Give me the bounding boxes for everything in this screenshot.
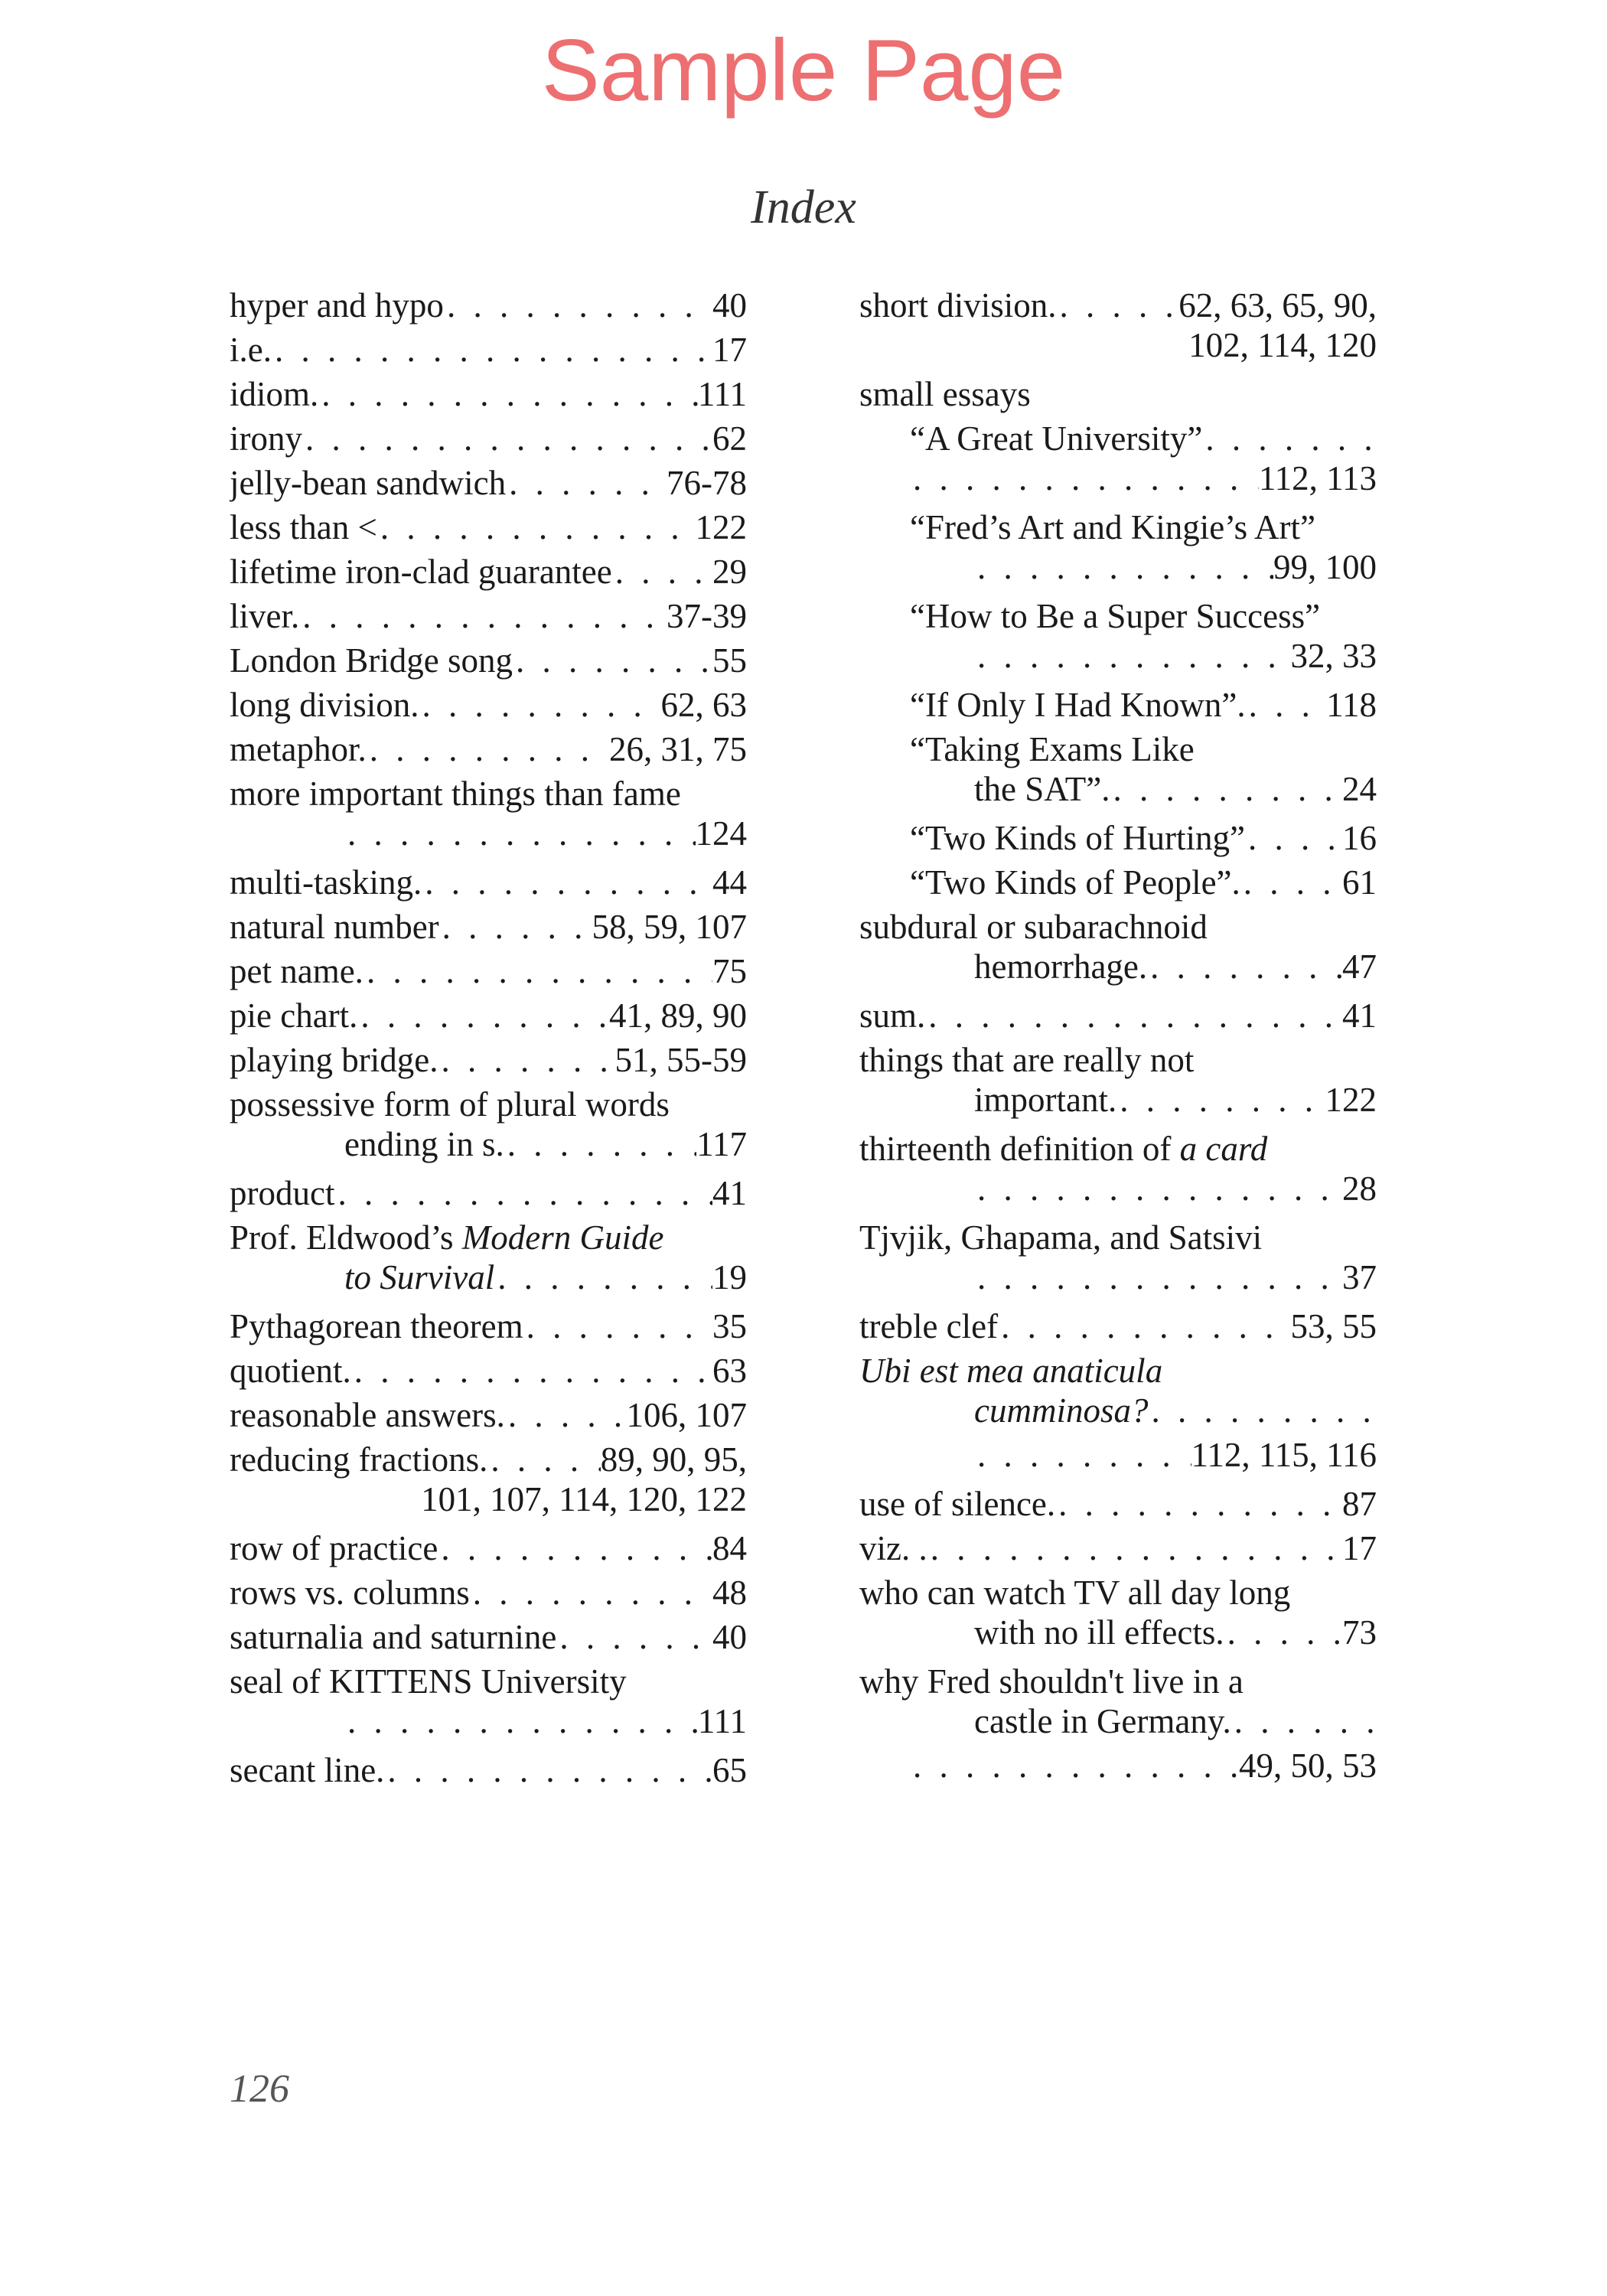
index-entry: sum. . . . 41 (859, 993, 1377, 1038)
index-entry: short division. . . . 62, 63, 65, 90, (859, 283, 1377, 328)
index-subentry: “Two Kinds of People”. . . . 61 (859, 860, 1377, 905)
index-entry: metaphor. . . . 26, 31, 75 (230, 727, 747, 771)
index-subentry-continued: . . . 32, 33 (859, 634, 1377, 678)
index-entry: Ubi est mea anaticula (859, 1352, 1163, 1390)
sample-page-watermark: Sample Page (541, 22, 1066, 119)
index-entry: Tjvjik, Ghapama, and Satsivi (859, 1218, 1263, 1257)
index-entry-continued: 101, 107, 114, 120, 122 (421, 1480, 747, 1518)
index-entry: reasonable answers. . . . 106, 107 (230, 1393, 747, 1437)
index-entry: things that are really not (859, 1041, 1195, 1079)
index-entry: London Bridge song . . . 55 (230, 638, 747, 683)
index-entry: small essays (859, 375, 1031, 413)
index-entry: seal of KITTENS University (230, 1662, 627, 1701)
index-entry: Prof. Eldwood’s Modern Guide (230, 1218, 664, 1257)
index-entry: reducing fractions. . . . 89, 90, 95, (230, 1437, 747, 1482)
index-subentry: “A Great University” . . . (859, 416, 1377, 461)
index-entry-continued: with no ill effects. . . . 73 (859, 1610, 1377, 1655)
index-entry: saturnalia and saturnine . . . 40 (230, 1615, 747, 1659)
index-entry: secant line. . . . 65 (230, 1748, 747, 1792)
index-subentry: “Taking Exams Like (910, 730, 1195, 768)
index-entry-continued: important. . . . 122 (859, 1078, 1377, 1122)
index-entry: use of silence. . . . 87 (859, 1482, 1377, 1526)
index-entry-continued: . . . 49, 50, 53 (859, 1743, 1377, 1788)
index-entry: multi-tasking. . . . 44 (230, 860, 747, 905)
index-entry: thirteenth definition of a card (859, 1130, 1268, 1168)
index-entry-continued: hemorrhage. . . . 47 (859, 944, 1377, 989)
index-entry-continued: ending in s. . . . 117 (230, 1122, 747, 1166)
index-entry: row of practice . . . 84 (230, 1526, 747, 1570)
index-entry: subdural or subarachnoid (859, 908, 1208, 946)
index-entry: jelly-bean sandwich . . . 76-78 (230, 461, 747, 505)
index-entry: long division. . . . 62, 63 (230, 683, 747, 727)
index-subentry: “Two Kinds of Hurting” . . . 16 (859, 816, 1377, 860)
index-entry: possessive form of plural words (230, 1085, 670, 1124)
index-subentry: “Fred’s Art and Kingie’s Art” (910, 508, 1315, 546)
index-column-right (859, 283, 1377, 1792)
index-column-left (230, 283, 747, 1792)
index-entry: pie chart. . . . 41, 89, 90 (230, 993, 747, 1038)
index-entry: who can watch TV all day long (859, 1574, 1291, 1612)
index-entry: liver. . . . 37-39 (230, 594, 747, 638)
index-entry-continued: . . . 112, 115, 116 (859, 1433, 1377, 1477)
index-entry-continued: . . . 124 (230, 811, 747, 856)
index-entry-continued: to Survival . . . 19 (230, 1255, 747, 1300)
index-subentry-continued: the SAT”. . . . 24 (859, 767, 1377, 811)
index-subentry: “How to Be a Super Success” (910, 597, 1321, 635)
index-entry: why Fred shouldn't live in a (859, 1662, 1244, 1701)
index-entry: pet name. . . . 75 (230, 949, 747, 993)
index-entry: product . . . 41 (230, 1171, 747, 1215)
index-entry-continued: 102, 114, 120 (1188, 326, 1377, 364)
index-entry-continued: . . . 111 (230, 1699, 747, 1743)
index-subentry: “If Only I Had Known”. . . . 118 (859, 683, 1377, 727)
index-entry: i.e. . . . 17 (230, 328, 747, 372)
index-entry: quotient. . . . 63 (230, 1349, 747, 1393)
index-entry: more important things than fame (230, 775, 681, 813)
index-entry-continued: . . . 28 (859, 1166, 1377, 1211)
index-entry: lifetime iron-clad guarantee . . . 29 (230, 550, 747, 594)
index-entry: hyper and hypo . . . 40 (230, 283, 747, 328)
index-entry: Pythagorean theorem . . . 35 (230, 1304, 747, 1349)
index-entry: viz. . . . . 17 (859, 1526, 1377, 1570)
page-title: Index (751, 181, 856, 233)
index-entry: playing bridge. . . . 51, 55-59 (230, 1038, 747, 1082)
index-entry-continued: . . . 37 (859, 1255, 1377, 1300)
index-entry: irony . . . 62 (230, 416, 747, 461)
page-number: 126 (230, 2067, 289, 2111)
index-entry-continued: castle in Germany. . . . (859, 1699, 1377, 1743)
index-entry: idiom. . . . 111 (230, 372, 747, 416)
index-subentry-continued: . . . 99, 100 (859, 545, 1377, 589)
index-entry-continued: cumminosa? . . . (859, 1388, 1377, 1433)
index-subentry-continued: . . . 112, 113 (859, 456, 1377, 501)
index-entry: less than < . . . 122 (230, 505, 747, 550)
index-entry: natural number . . . 58, 59, 107 (230, 905, 747, 949)
index-entry: rows vs. columns . . . 48 (230, 1570, 747, 1615)
index-entry: treble clef . . . 53, 55 (859, 1304, 1377, 1349)
